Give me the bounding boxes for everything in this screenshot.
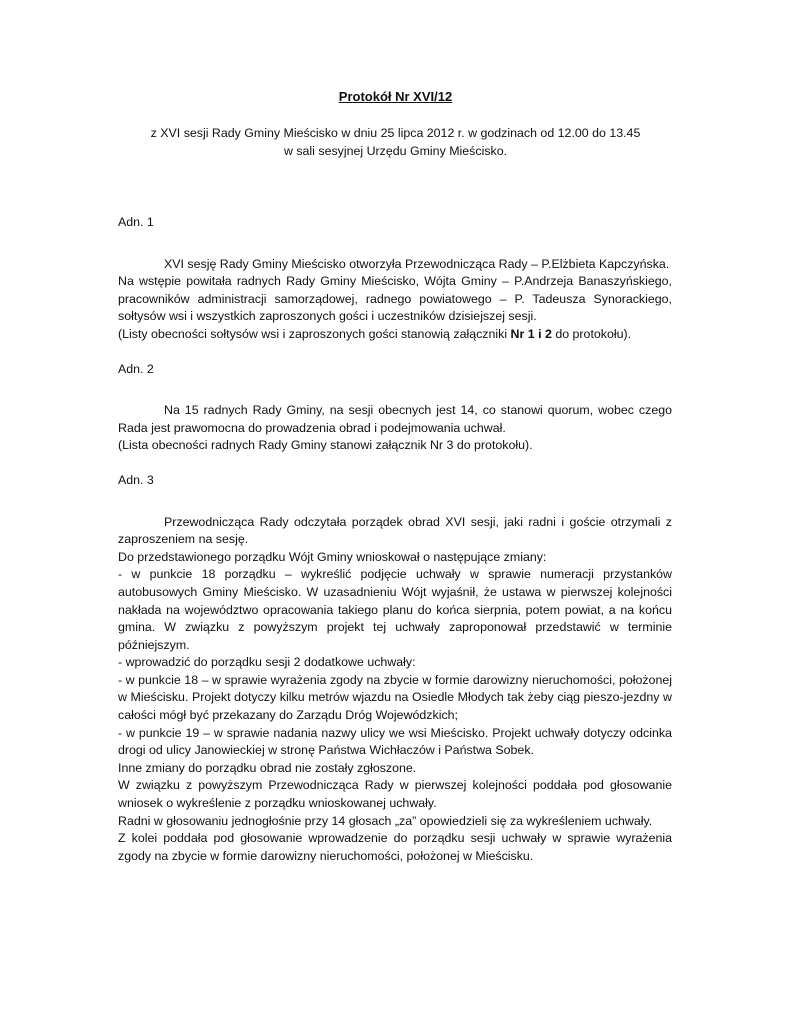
adn1-paragraph-2: Na wstępie powitała radnych Rady Gminy Mieścisko, Wójta Gminy – P.Andrzeja Banaszyńskiego, pracowników administracji samorządowej, radnego powiatowego – P. Tadeusza Synorackiego, sołtysów wsi i wszystkich zaproszonych gości i uczestników dzisiejszej sesji.	[118, 274, 672, 324]
adn2-paragraph-1: Na 15 radnych Rady Gminy, na sesji obecnych jest 14, co stanowi quorum, wobec czego Rada jest prawomocna do prowadzenia obrad i podejmowania uchwał.	[118, 403, 672, 435]
adn1-paragraph-1: XVI sesję Rady Gminy Mieścisko otworzyła Przewodnicząca Rady – P.Elżbieta Kapczyńska.	[164, 256, 670, 271]
section-heading-adn2: Adn. 2	[118, 361, 154, 376]
adn1-p3-text-end: do protokołu).	[551, 326, 632, 341]
adn3-paragraph-4: - wprowadzić do porządku sesji 2 dodatkowe uchwały:	[118, 655, 416, 670]
adn3-paragraph-6: - w punkcie 19 – w sprawie nadania nazwy ulicy we wsi Mieścisko. Projekt uchwały dotyczy odcinka drogi od ulicy Janowieckiej w stronę Państwa Wichłaczów i Państwa Sobek.	[118, 725, 672, 758]
adn1-paragraph-3	[118, 326, 672, 344]
adn3-paragraph-5: - w punkcie 18 – w sprawie wyrażenia zgody na zbycie w formie darowizny nieruchomości, położonej w Mieścisku. Projekt dotyczy kilku metrów wjazdu na Osiedle Młodych tak żeby ciąg pieszo-jezdny w całości mógł być przekazany do Zarządu Dróg Wojewódzkich;	[118, 672, 672, 723]
document-body	[118, 214, 672, 865]
adn3-paragraph-2: Do przedstawionego porządku Wójt Gminy wnioskował o następujące zmiany:	[118, 549, 547, 564]
document-title: Protokół Nr XVI/12	[338, 89, 453, 104]
adn3-paragraph-9: Radni w głosowaniu jednogłośnie przy 14 głosach „za” opowiedzieli się za wykreśleniem uchwały.	[118, 813, 653, 828]
subtitle-line-2: w sali sesyjnej Urzędu Gminy Mieścisko.	[283, 144, 508, 158]
adn2-paragraph-2: (Lista obecności radnych Rady Gminy stanowi załącznik Nr 3 do protokołu).	[118, 438, 533, 453]
subtitle-line-1: z XVI sesji Rady Gminy Mieścisko w dniu 25 lipca 2012 r. w godzinach od 12.00 do 13.45	[150, 126, 641, 140]
section-heading-adn3: Adn. 3	[118, 472, 154, 487]
adn3-paragraph-10: Z kolei poddała pod głosowanie wprowadzenie do porządku sesji uchwały w sprawie wyrażenia zgody na zbycie w formie darowizny nieruchomości, położonej w Mieścisku.	[118, 831, 672, 863]
section-heading-adn1: Adn. 1	[118, 215, 154, 229]
adn3-paragraph-1: Przewodnicząca Rady odczytała porządek obrad XVI sesji, jaki radni i goście otrzymali z zaproszeniem na sesję.	[118, 514, 672, 547]
adn1-p3-bold-reference: Nr 1 i 2	[510, 326, 552, 341]
document-subtitle	[80, 124, 711, 160]
adn3-paragraph-8: W związku z powyższym Przewodnicząca Rady w pierwszej kolejności poddała pod głosowanie wniosek o wykreślenie z porządku wnioskowanej uchwały.	[118, 778, 672, 811]
adn3-paragraph-3: - w punkcie 18 porządku – wykreślić podjęcie uchwały w sprawie numeracji przystanków autobusowych Gminy Mieścisko. W uzasadnieniu Wójt wyjaśnił, że ustawa w pierwszej kolejności nakłada na województwo opracowania takiego planu do końca sierpnia, potem powiat, a na końcu gmina. W związku z powyższym projekt tej uchwały zaproponował przedstawić w terminie późniejszym.	[118, 567, 672, 652]
adn3-paragraph-7: Inne zmiany do porządku obrad nie zostały zgłoszone.	[118, 760, 417, 775]
adn1-p3-text-start: (Listy obecności sołtysów wsi i zaproszonych gości stanowią załączniki	[118, 326, 511, 341]
